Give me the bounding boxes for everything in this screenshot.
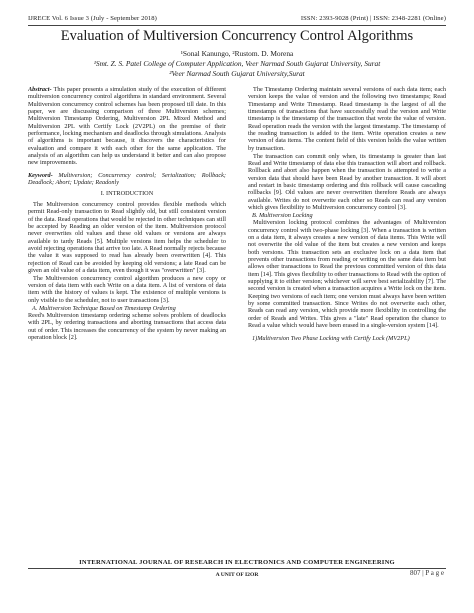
subsection-heading-b1: 1)Multiversion Two Phase Locking with Certify Lock (MV2PL): [252, 335, 410, 343]
affiliation-1: ¹Smt. Z. S. Patel College of Computer Application, Veer Narmad South Gujarat University, Surat: [93, 59, 381, 68]
header-issn: ISSN: 2393-9028 (Print) | ISSN: 2348-2281 (Online): [300, 15, 446, 22]
footer-journal-name: INTERNATIONAL JOURNAL OF RESEARCH IN ELECTRONICS AND COMPUTER ENGINEERING: [79, 559, 395, 566]
right-column: [248, 86, 446, 524]
header-rule: [28, 25, 446, 26]
affiliation-2: ²Veer Narmad South Gujarat University,Surat: [169, 69, 305, 78]
left-column: [28, 86, 226, 524]
keywords-text: Multiversion; Concurrency control; Serialization; Rollback; Deadlock; Abort; Update; Readonly: [28, 171, 226, 187]
keywords-label: Keyword-: [28, 171, 53, 179]
intro-paragraph-2: The Multiversion concurrency control algorithm produces a new copy or version of data item with each Write on a data item. A list of versions of data item with the history of values is kept. The existence of multiple versions is only visible to the scheduler, not to user transactions [3].: [28, 274, 226, 304]
keywords: [28, 172, 226, 187]
commit-paragraph: The transaction can commit only when, its timestamp is greater than last Read and Write timestamp of data else this transaction will abort and rollback. Rollback and abort also happen when the transaction is attempted to write a version data that should have been Read by another transaction. It will abort and restart in basic timestamp ordering and this rollback will cause cascading rollbacks [9]. Old values are never overwritten therefore Reads are always available. Writes do not overwrite each other so Reads can read any version which gives flexibility to Multiversion concurrency control [3].: [248, 152, 446, 211]
section-heading-introduction: I. INTRODUCTION: [100, 190, 154, 198]
subsection-heading-b: B. Multiversion Locking: [252, 211, 313, 219]
mvto-paragraph-1: Reed's Multiversion timestamp ordering scheme solves problem of deadlocks with 2PL, by ordering transactions and aborting transactions that access data out of order. This increases the concurrency of the system by never making an operation block [2].: [28, 311, 226, 341]
locking-paragraph: Multiversion locking protocol combines the advantages of Multiversion concurrency control with two-phase locking [3]. When a transaction is written on a data item, it always creates a new version of data items. This Write will not overwrite the old value of the item but creates a new version and keeps both versions. This transaction sets an exclusive lock on a data item that prevents other transactions from reading or writing on the same data item but allows other transactions to Read the previous committed version of this data item [14]. This gives flexibility to other transactions to Read with the option of supplying it to either version; whichever will serve best serializability [7]. The second version is created when a transaction acquires a Write lock on the item. Keeping two versions of each item; one version must always have been written by some committed transaction. Since Writes do not overwrite each other, Reads can read any version, which provide more flexibility in controlling the order of Reads and Writes. This gives a "late" Read operation the chance to Read a value which would have been erased in a single-version system [14].: [248, 219, 446, 329]
subsection-heading-a: A. Multiversion Technique Based on Timestamp Ordering: [32, 304, 176, 312]
running-header: [28, 15, 446, 22]
paper-title: Evaluation of Multiversion Concurrency Control Algorithms: [60, 28, 414, 44]
header-volume-info: IJRECE Vol. 6 Issue 3 (July - September 2018): [28, 15, 157, 22]
abstract-text: This paper presents a simulation study of the execution of different multiversion concurrency control algorithms in standard environment. Several Multiversion concurrency control schemes has been proposed till date. In this paper, we are discussing comparison of three Multiversion schemes; Multiversion Timestamp Ordering, Multiversion 2PL Mixed Method and Multiversion 2PL with Certify Lock (2V2PL) on the premise of their performance, locking mechanism and deadlocks through simulations. Analysis of algorithms is important because, it discovers the characteristics for evaluation and compare it with each other for the same application. The analysis of an algorithm can help us understand it better and can also propose new improvements.: [28, 86, 226, 167]
authors: ¹Sonal Kanungo, ²Rustom. D. Morena: [180, 49, 294, 58]
intro-paragraph-1: The Multiversion concurrency control provides flexible methods which permit Read-only transaction to Read slightly old, but still consistent version of the data. Read operations that would be rejected in other techniques can still be accepted by Reading an older version of the item. Multiversion protocol never overwrites old values and these old values or versions are always available to tardy Reads [5]. Multiple versions item helps the scheduler to avoid rejecting operations that arrive too late. A Read normally rejects because the value it was supposed to read has already been overwritten [4]. This rejection of Read can be avoided by keeping old versions; a late Read can be given an old value of a data item, even though it was "overwritten" [3].: [28, 200, 226, 274]
abstract-label: Abstract-: [28, 86, 52, 93]
timestamp-paragraph: The Timestamp Ordering maintain several versions of each data item; each version keeps the value of version and the following two timestamps; Read Timestamp and Write Timestamp. Read timestamp is the largest of all the timestamps of transactions that have successfully read the version and Write timestamp is the timestamp of the transaction that wrote the value of version. Read operation reads the version with the largest timestamp. The timestamp of the reading transaction is added to the item. Write operation creates a new version of data items. The content field of this version holds the value written by transaction.: [248, 86, 446, 152]
abstract: [28, 86, 226, 167]
page-number: 807 | P a g e: [410, 569, 444, 577]
footer-rule: [28, 568, 446, 569]
footer-unit: A UNIT OF I2OR: [215, 572, 259, 578]
